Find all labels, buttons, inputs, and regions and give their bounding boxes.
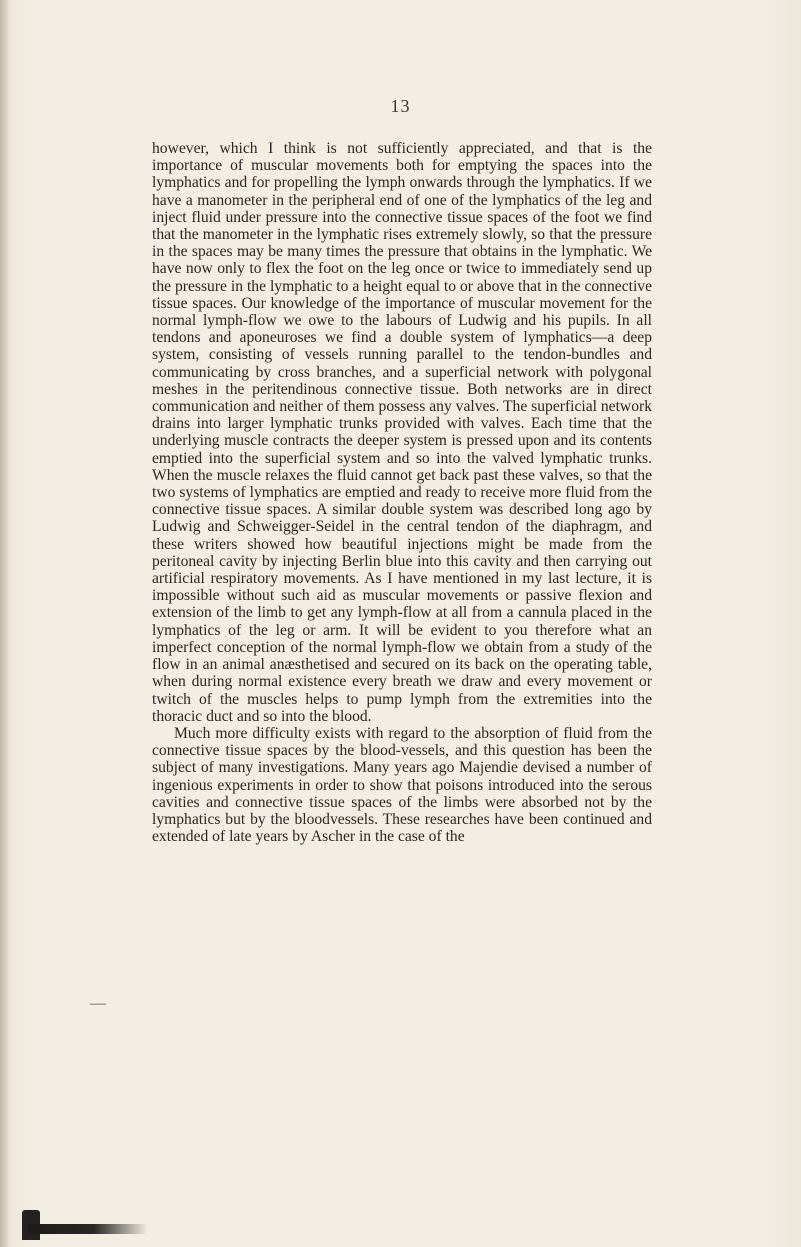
body-text (152, 140, 652, 845)
paragraph-2: Much more difficulty exists with regard to the absorption of fluid from the connective tissue spaces by the blood-vessels, and this question has been the subject of many investigations. Many years ago Majendie devised a number of ingenious experiments in order to show that poisons introduced into the serous cavities and connective tissue spaces of the limbs were absorbed not by the lymphatics but by the bloodvessels. These researches have been continued and extended of late years by Ascher in the case of the (152, 724, 652, 846)
margin-mark: — (90, 995, 106, 1012)
page-corner-shadow (28, 1224, 148, 1234)
paragraph-1: however, which I think is not sufficiently appreciated, and that is the importance of muscular movements both for emptying the spaces into the lymphatics and for propelling the lymph onwards through the lymphatics. If we have a manometer in the peripheral end of one of the lymphatics of the leg and inject fluid under pressure into the connective tissue spaces of the foot we find that the manometer in the lymphatic rises extremely slowly, so that the pressure in the spaces may be many times the pressure that obtains in the lymphatic. We have now only to flex the foot on the leg once or twice to immediately send up the pressure in the lymphatic to a height equal to or above that in the connective tissue spaces. Our knowledge of the importance of muscular movement for the normal lymph-flow we owe to the labours of Ludwig and his pupils. In all tendons and aponeuroses we find a double system of lymphatics—a deep system, consisting of vessels running parallel to the tendon-bundles and communicating by cross branches, and a superficial network with polygonal meshes in the peritendinous connective tissue. Both networks are in direct communication and neither of them possess any valves. The superficial network drains into larger lymphatic trunks provided with valves. Each time that the underlying muscle contracts the deeper system is pressed upon and its contents emptied into the superficial system and so into the valved lymphatic trunks. When the muscle relaxes the fluid cannot get back past these valves, so that the two systems of lymphatics are emptied and ready to receive more fluid from the connective tissue spaces. A similar double system was described long ago by Ludwig and Schweigger-Seidel in the central tendon of the diaphragm, and these writers showed how beautiful injections might be made from the peritoneal cavity by injecting Berlin blue into this cavity and then carrying out artificial respiratory movements. As I have mentioned in my last lecture, it is impossible without such aid as muscular movements or passive flexion and extension of the limb to get any lymph-flow at all from a cannula placed in the lymphatics of the leg or arm. It will be evident to you therefore what an imperfect conception of the normal lymph-flow we obtain from a study of the flow in an animal anæsthetised and secured on its back on the operating table, when during normal existence every breath we draw and every movement or twitch of the muscles helps to pump lymph from the extremities into the thoracic duct and so into the blood. (152, 140, 652, 725)
page-number: 13 (390, 96, 411, 116)
gutter-shadow (0, 0, 10, 1247)
